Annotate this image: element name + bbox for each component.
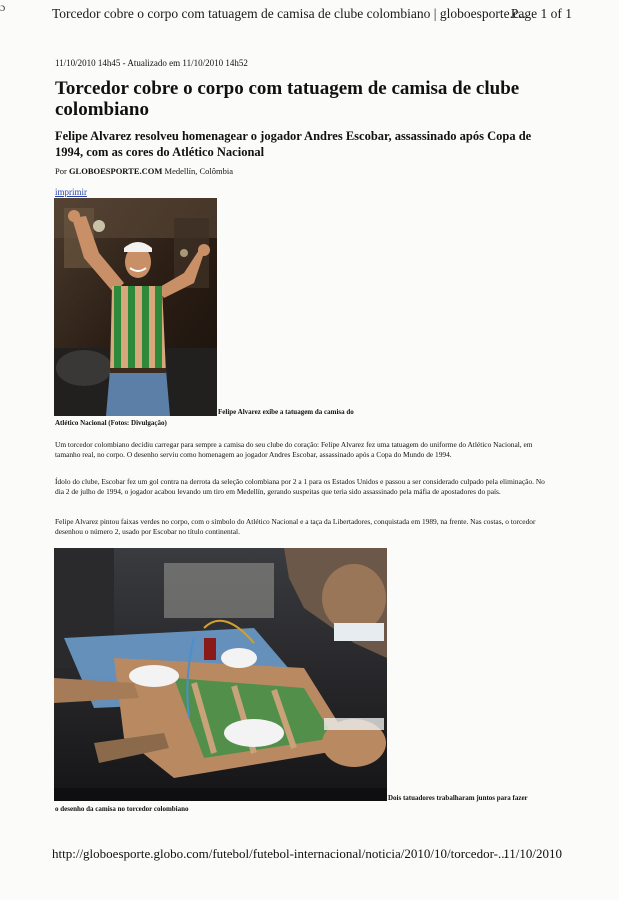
fan-tattoo-photo	[54, 198, 217, 416]
print-footer	[52, 846, 562, 862]
photo1-caption-part2: Atlético Nacional (Fotos: Divulgação)	[55, 419, 167, 427]
tattoo-session-photo	[54, 548, 387, 801]
scan-mark: ɔ	[0, 0, 6, 14]
article-timestamp: 11/10/2010 14h45 - Atualizado em 11/10/2010 14h52	[55, 58, 248, 68]
article-byline	[55, 166, 233, 176]
page-indicator: Page 1 of 1	[510, 6, 572, 21]
print-header-title: Torcedor cobre o corpo com tatuagem de camisa de clube colombiano | globoesporte.c...	[52, 6, 530, 21]
article-paragraph: Ídolo do clube, Escobar fez um gol contra na derrota da seleção colombiana por 2 a 1 para os Estados Unidos e passou a ser considerado culpado pela eliminação. No dia 2 de julho de 1994, o jogador acabou levando um tiro em Medellín, gerando suspeitas que teria sido assassinado pela máfia de apostadores do país.	[55, 477, 545, 496]
article-paragraph: Felipe Alvarez pintou faixas verdes no corpo, com o símbolo do Atlético Nacional e a taça da Libertadores, conquistada em 1989, na frente. Nas costas, o torcedor desenhou o número 2, usado por Escobar no título continental.	[55, 517, 536, 536]
photo2-caption-part2: o desenho da camisa no torcedor colombiano	[55, 805, 189, 813]
fan-tattoo-illustration	[54, 198, 217, 416]
footer-date: 11/10/2010	[503, 846, 562, 861]
print-header	[52, 6, 572, 22]
footer-url: http://globoesporte.globo.com/futebol/futebol-internacional/noticia/2010/10/torcedor-...	[52, 846, 508, 861]
article-paragraph: Um torcedor colombiano decidiu carregar para sempre a camisa do seu clube do coração: Felipe Alvarez fez uma tatuagem do uniforme do Atlético Nacional, em tamanho real, no corpo. O desenho serviu como homenagem ao jogador Andres Escobar, assassinado após a Copa do Mundo de 1994.	[55, 440, 533, 459]
tattoo-session-illustration	[54, 548, 387, 801]
photo2-caption-part1: Dois tatuadores trabalharam juntos para fazer	[388, 794, 528, 802]
article-subtitle: Felipe Alvarez resolveu homenagear o jogador Andres Escobar, assassinado após Copa de 1994, com as cores do Atlético Nacional	[55, 129, 532, 159]
print-link[interactable]: imprimir	[55, 187, 87, 197]
byline-location: Medellín, Colômbia	[164, 166, 233, 176]
byline-prefix: Por	[55, 166, 67, 176]
byline-source: GLOBOESPORTE.COM	[68, 166, 163, 176]
article-headline: Torcedor cobre o corpo com tatuagem de camisa de clube colombiano	[55, 78, 520, 120]
photo1-caption-part1: Felipe Alvarez exibe a tatuagem da camisa do	[218, 408, 354, 416]
